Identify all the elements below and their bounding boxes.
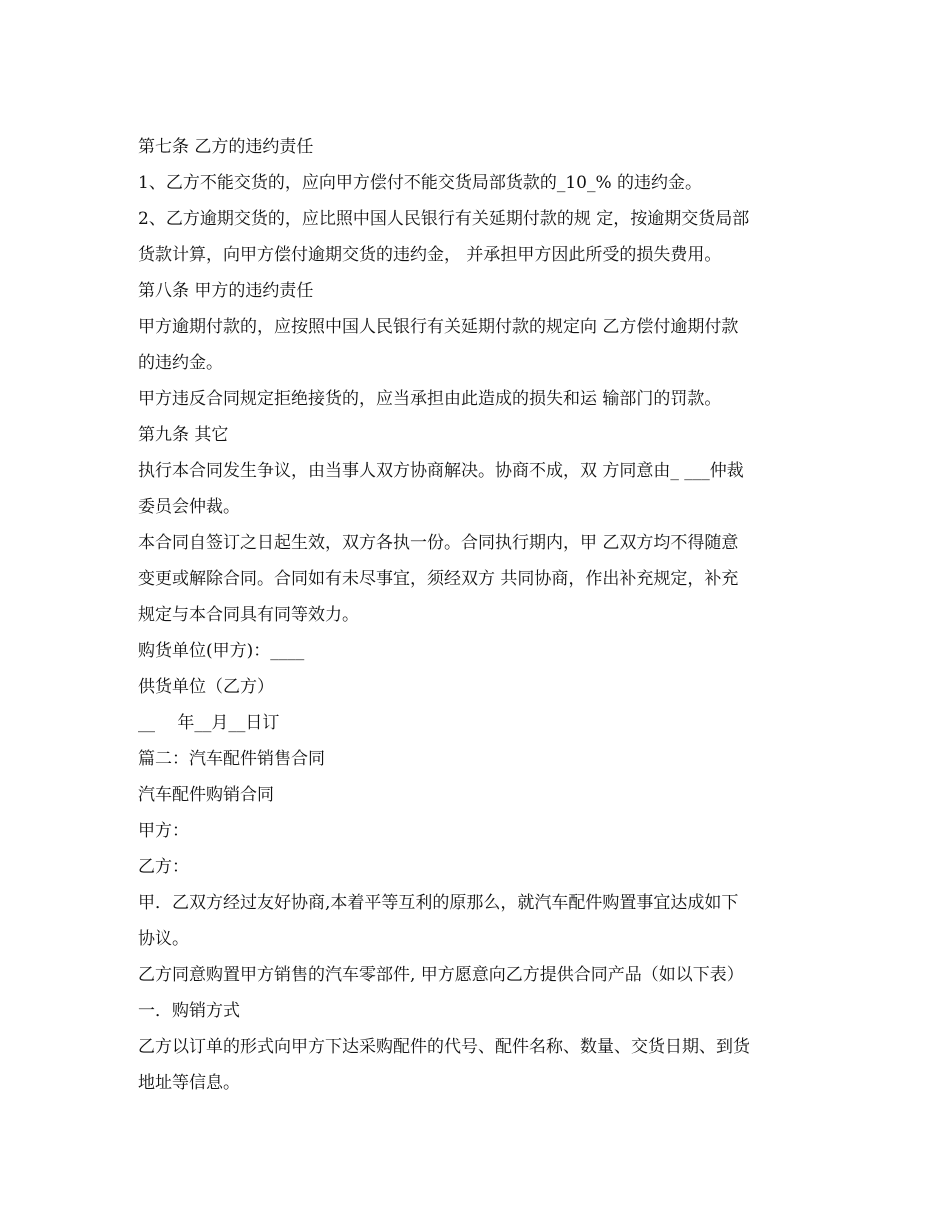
document-body (138, 129, 818, 1101)
paragraph-line: 协议。 (138, 929, 189, 949)
party-b-line: 乙方： (138, 857, 189, 877)
paragraph-line: 执行本合同发生争议，由当事人双方协商解决。协商不成，双 方同意由_ ___仲裁 (138, 461, 744, 481)
paragraph-line: 乙方同意购置甲方销售的汽车零部件, 甲方愿意向乙方提供合同产品（如以下表） (138, 965, 744, 985)
party-a-line: 甲方： (138, 821, 189, 841)
paragraph-line: 地址等信息。 (138, 1073, 240, 1093)
paragraph-line: 甲方逾期付款的，应按照中国人民银行有关延期付款的规定向 乙方偿付逾期付款 (138, 317, 739, 337)
paragraph-line: 的违约金。 (138, 353, 223, 373)
paragraph-line: 甲方违反合同规定拒绝接货的，应当承担由此造成的损失和运 输部门的罚款。 (138, 389, 722, 409)
paragraph-line: 乙方以订单的形式向甲方下达采购配件的代号、配件名称、数量、交货日期、到货 (138, 1037, 750, 1057)
article-8-heading: 第八条 甲方的违约责任 (138, 281, 314, 301)
clause-1-heading: 一．购销方式 (138, 1001, 240, 1021)
paragraph-line: 变更或解除合同。合同如有未尽事宜，须经双方 共同协商，作出补充规定，补充 (138, 569, 739, 589)
paragraph-line: 货款计算，向甲方偿付逾期交货的违约金， 并承担甲方因此所受的损失费用。 (138, 245, 722, 265)
supplier-signature-line: 供货单位（乙方） (138, 677, 274, 697)
paragraph-line: 规定与本合同具有同等效力。 (138, 605, 359, 625)
date-line: __ 年__月__日订 (138, 713, 280, 733)
paragraph-line: 2、乙方逾期交货的，应比照中国人民银行有关延期付款的规 定，按逾期交货局部 (138, 209, 750, 229)
contract-title: 汽车配件购销合同 (138, 785, 274, 805)
paragraph-line: 甲．乙双方经过友好协商,本着平等互利的原那么，就汽车配件购置事宜达成如下 (138, 893, 739, 913)
section-2-title: 篇二：汽车配件销售合同 (138, 749, 325, 769)
article-7-heading: 第七条 乙方的违约责任 (138, 137, 314, 157)
paragraph-line: 委员会仲裁。 (138, 497, 240, 517)
article-9-heading: 第九条 其它 (138, 425, 229, 445)
paragraph-line: 1、乙方不能交货的，应向甲方偿付不能交货局部货款的_10_% 的违约金。 (138, 173, 703, 193)
paragraph-line: 本合同自签订之日起生效，双方各执一份。合同执行期内，甲 乙双方均不得随意 (138, 533, 739, 553)
buyer-signature-line: 购货单位(甲方)：____ (138, 641, 305, 661)
